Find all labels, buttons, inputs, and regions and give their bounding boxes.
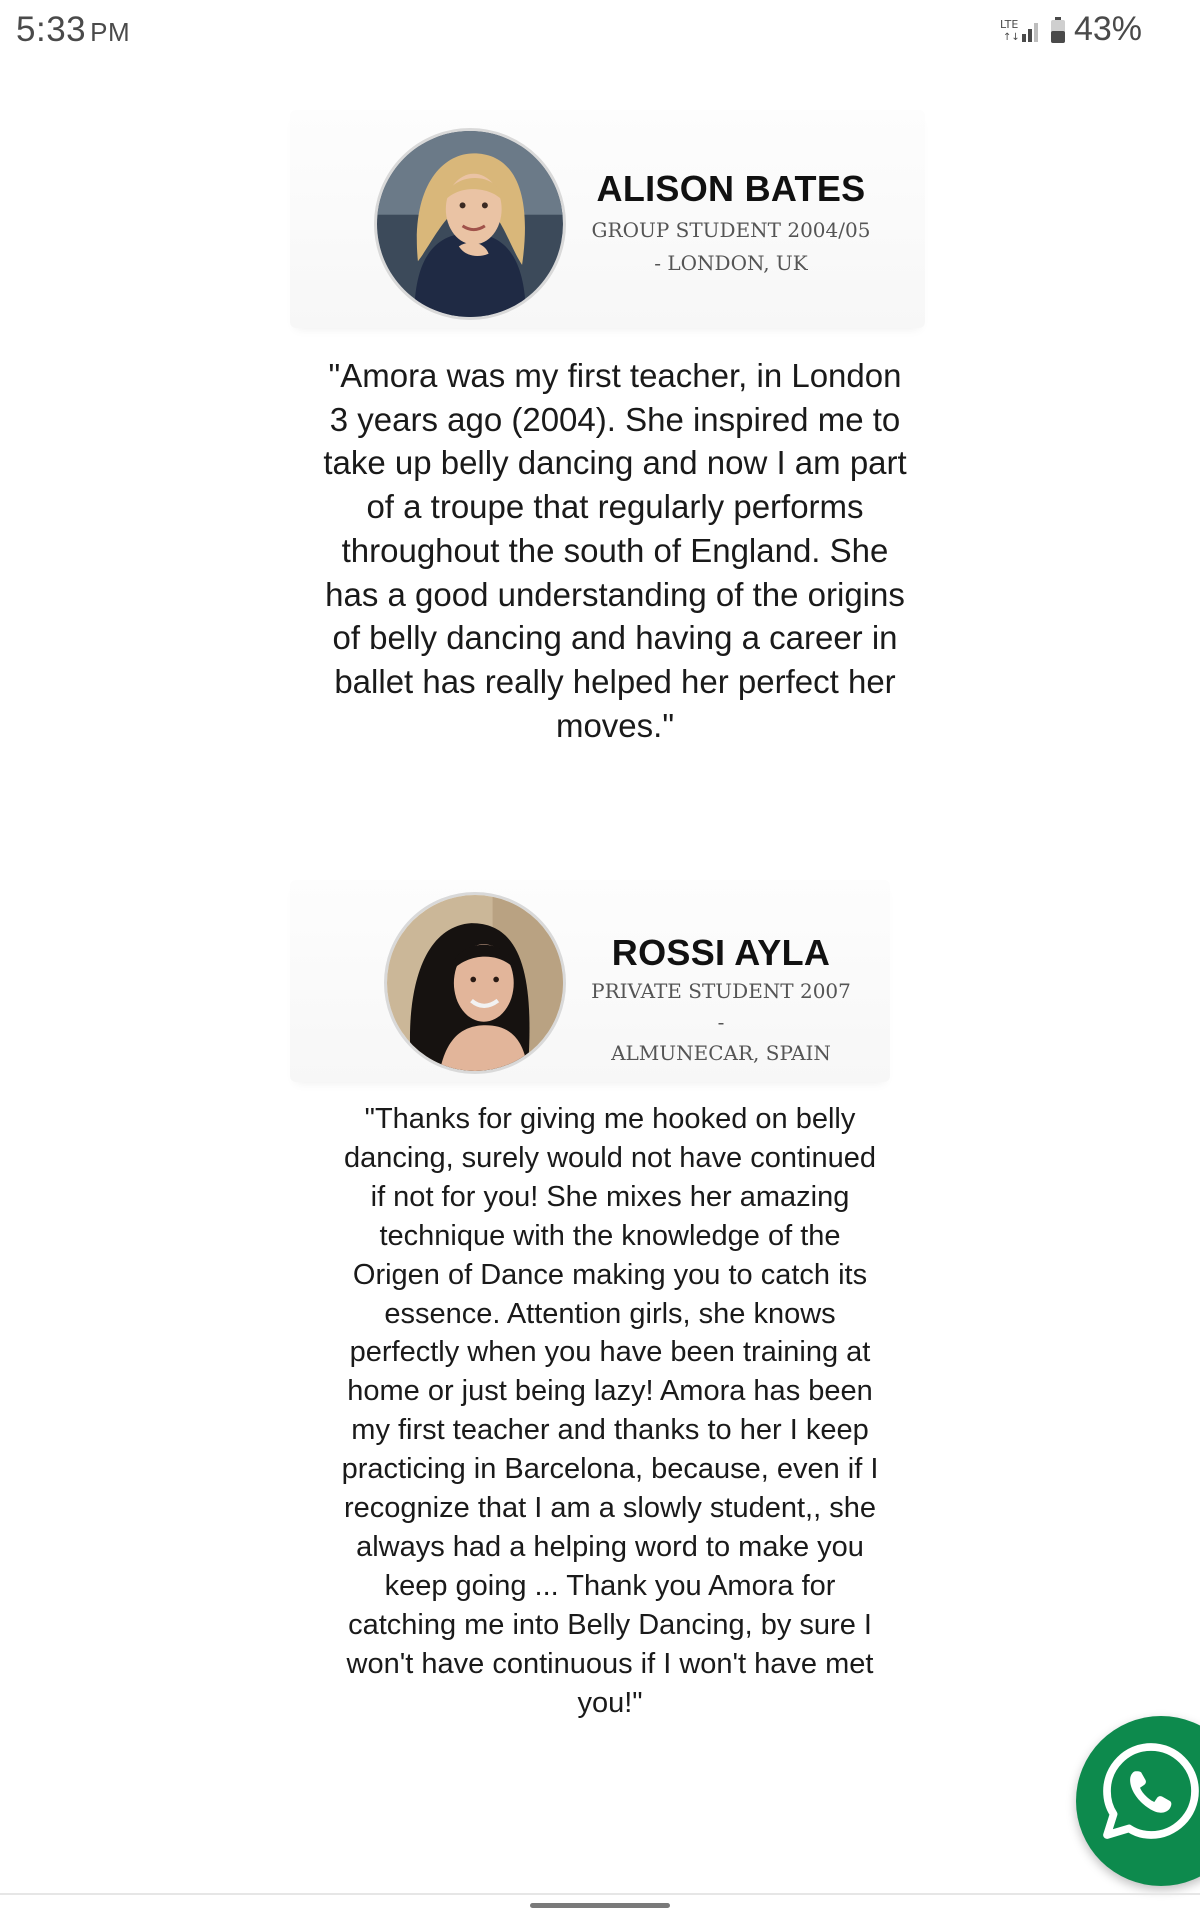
svg-text:LTE: LTE: [999, 17, 1019, 31]
status-bar: [0, 0, 1200, 64]
student-role-line2: ALMUNECAR, SPAIN: [611, 1041, 831, 1065]
whatsapp-icon: [1096, 1736, 1200, 1846]
avatar: [384, 892, 566, 1074]
testimonial-quote: "Thanks for giving me hooked on belly dancing, surely would not have continued if not for you! She mixes her amazing technique with the knowledge of the Origen of Dance making you to catch its essence. Attention girls, she knows perfectly when you have been training at home or just being lazy! Amora has been my first teacher and thanks to her I keep practicing in Barcelona, because, even if I recognize that I am a slowly student,, she always had a helping word to make you keep going ... Thank you Amora for catching me into Belly Dancing, by sure I won't have continuous if I won't have met you!": [341, 1103, 879, 1719]
status-icons: [1000, 10, 1142, 49]
status-time-ampm: PM: [90, 17, 131, 47]
status-time-value: 5:33: [16, 10, 87, 49]
avatar-photo: [387, 895, 563, 1071]
student-role-line1: GROUP STUDENT 2004/05: [591, 218, 871, 242]
student-name: ALISON BATES: [596, 168, 866, 209]
avatar: [374, 128, 566, 320]
battery-icon: [1050, 16, 1066, 44]
student-role-line1: PRIVATE STUDENT 2007 -: [591, 979, 851, 1034]
avatar-photo: [377, 131, 563, 317]
student-name: ROSSI AYLA: [611, 932, 831, 973]
home-indicator[interactable]: [530, 1903, 670, 1908]
svg-text:↑↓: ↑↓: [1002, 31, 1020, 43]
lte-signal-icon: [1000, 16, 1042, 44]
bottom-divider: [0, 1893, 1200, 1895]
profile-header: [290, 880, 890, 1082]
student-role: [586, 976, 856, 1069]
testimonial-quote: "Amora was my first teacher, in London 3 years ago (2004). She inspired me to take up belly dancing and now I am part of a troupe that regularly performs throughout the south of England. She has a good understanding of the origins of belly dancing and having a career in ballet has really helped her perfect her moves.": [323, 357, 907, 744]
student-role-line2: - LONDON, UK: [654, 251, 808, 275]
status-time: [16, 10, 130, 50]
whatsapp-button[interactable]: [1076, 1716, 1200, 1886]
battery-percent: 43%: [1073, 10, 1142, 48]
profile-header: [290, 110, 925, 328]
student-role: [586, 214, 876, 280]
